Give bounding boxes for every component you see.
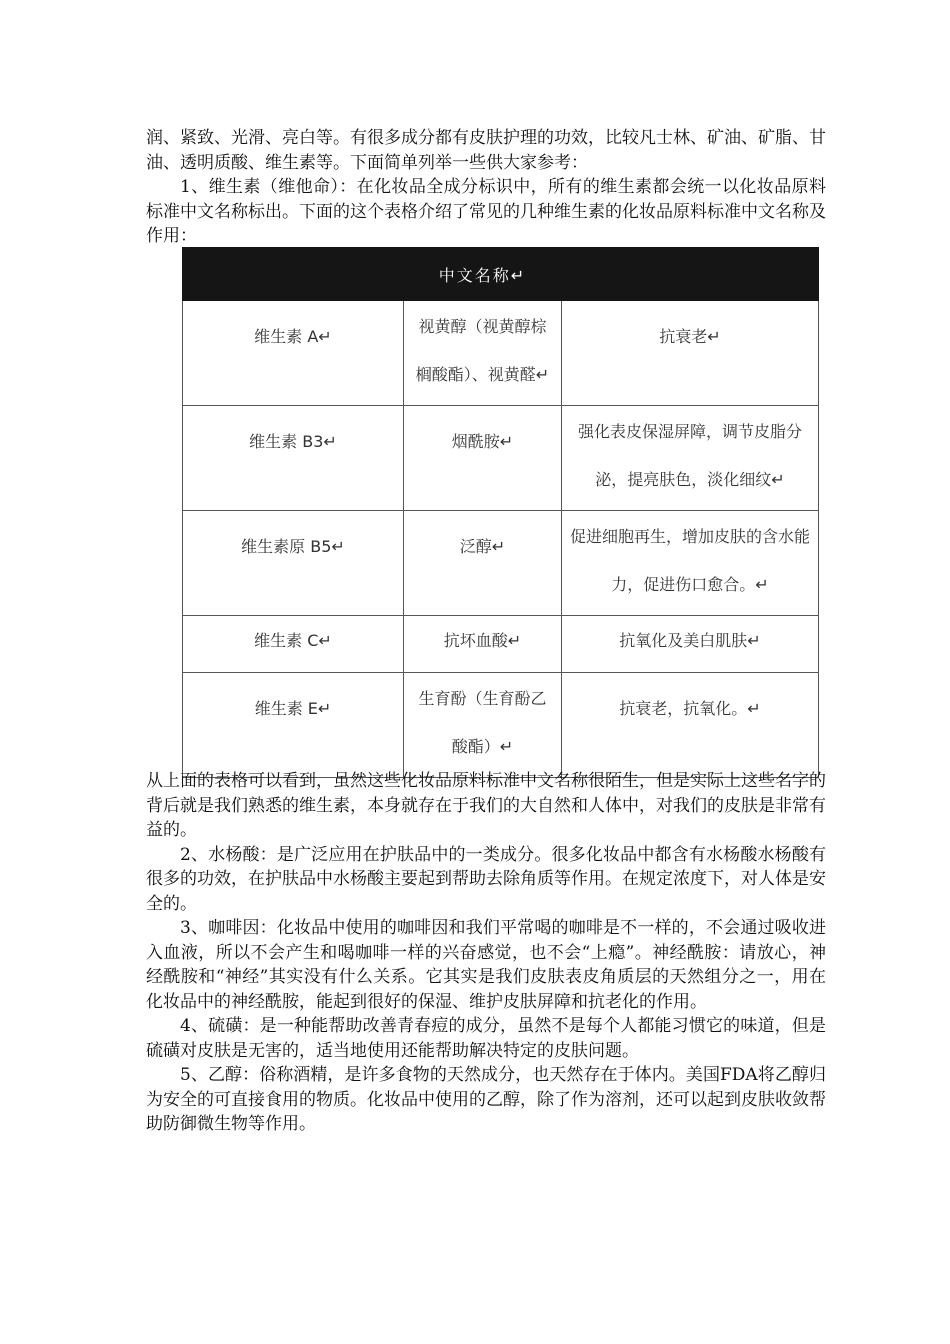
intro-section	[146, 126, 826, 249]
vitamin-paragraph: 1、维生素（维他命）：在化妆品全成分标识中，所有的维生素都会统一以化妆品原料标准中文名称标出。下面的这个表格介绍了常见的几种维生素的化妆品原料标准中文名称及作用：	[146, 177, 826, 246]
table-cell-effect: 抗氧化及美白肌肤↵	[562, 616, 819, 673]
table-header-chinese-name: 中文名称↵	[404, 248, 562, 301]
table-cell-vitamin: 维生素 E↵	[183, 673, 404, 778]
table-cell-effect: 抗衰老↵	[562, 301, 819, 406]
table-cell-vitamin: 维生素 C↵	[183, 616, 404, 673]
table-cell-name: 抗坏血酸↵	[404, 616, 562, 673]
table-row	[183, 616, 819, 673]
table-header-row	[183, 248, 819, 301]
table-cell-vitamin: 维生素 B3↵	[183, 406, 404, 511]
vitamin-table-image	[182, 247, 818, 762]
table-row	[183, 673, 819, 778]
table-cell-name: 视黄醇（视黄醇棕榈酸酯）、视黄醛↵	[404, 301, 562, 406]
vitamin-table	[182, 247, 819, 778]
sulfur-paragraph: 4、硫磺：是一种能帮助改善青春痘的成分，虽然不是每个人都能习惯它的味道，但是硫磺对皮肤是无害的，适当地使用还能帮助解决特定的皮肤问题。	[146, 1016, 826, 1061]
table-summary-paragraph: 从上面的表格可以看到，虽然这些化妆品原料标准中文名称很陌生，但是实际上这些名字的背后就是我们熟悉的维生素，本身就存在于我们的大自然和人体中，对我们的皮肤是非常有益的。	[146, 771, 826, 840]
intro-paragraph: 润、紧致、光滑、亮白等。有很多成分都有皮肤护理的功效，比较凡士林、矿油、矿脂、甘油、透明质酸、维生素等。下面简单列举一些供大家参考：	[146, 128, 826, 173]
ethanol-paragraph: 5、乙醇：俗称酒精，是许多食物的天然成分，也天然存在于体内。美国FDA将乙醇归为安全的可直接食用的物质。化妆品中使用的乙醇，除了作为溶剂，还可以起到皮肤收敛帮助防御微生物等作用。	[146, 1065, 826, 1134]
table-row	[183, 301, 819, 406]
table-header-effect	[562, 248, 819, 301]
table-header-vitamin	[183, 248, 404, 301]
table-cell-name: 生育酚（生育酚乙酸酯）↵	[404, 673, 562, 778]
table-row	[183, 511, 819, 616]
table-cell-effect: 强化表皮保湿屏障，调节皮脂分泌，提亮肤色，淡化细纹↵	[562, 406, 819, 511]
ingredients-section	[146, 769, 826, 1137]
table-cell-effect: 促进细胞再生，增加皮肤的含水能力，促进伤口愈合。↵	[562, 511, 819, 616]
table-cell-vitamin: 维生素 A↵	[183, 301, 404, 406]
table-cell-vitamin: 维生素原 B5↵	[183, 511, 404, 616]
table-row	[183, 406, 819, 511]
salicylic-acid-paragraph: 2、水杨酸：是广泛应用在护肤品中的一类成分。很多化妆品中都含有水杨酸水杨酸有很多的功效，在护肤品中水杨酸主要起到帮助去除角质等作用。在规定浓度下，对人体是安全的。	[146, 844, 826, 914]
table-cell-name: 烟酰胺↵	[404, 406, 562, 511]
caffeine-paragraph: 3、咖啡因：化妆品中使用的咖啡因和我们平常喝的咖啡是不一样的，不会通过吸收进入血液，所以不会产生和喝咖啡一样的兴奋感觉，也不会“上瘾”。神经酰胺：请放心，神经酰胺和“神经”其实没有什么关系。它其实是我们皮肤表皮角质层的天然组分之一，用在化妆品中的神经酰胺，能起到很好的保湿、维护皮肤屏障和抗老化的作用。	[146, 918, 826, 1012]
table-cell-effect: 抗衰老，抗氧化。↵	[562, 673, 819, 778]
table-cell-name: 泛醇↵	[404, 511, 562, 616]
